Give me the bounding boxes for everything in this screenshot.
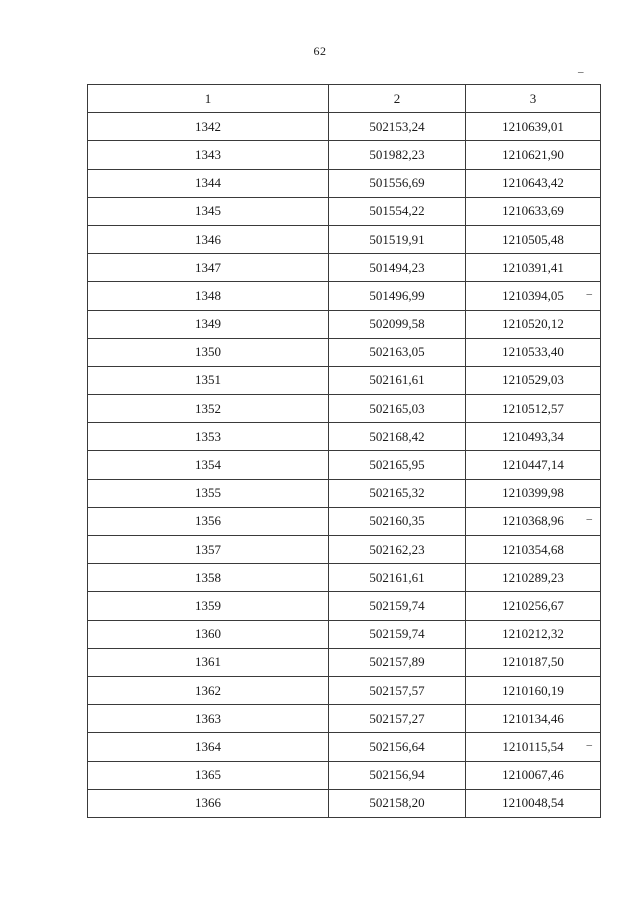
table-row [88,733,601,761]
margin-mark: – [586,738,592,751]
coordinates-table [87,84,601,818]
x-coordinate-cell: 501982,23 [329,141,466,169]
x-coordinate-cell: 502165,03 [329,395,466,423]
point-number-cell: 1353 [88,423,329,451]
x-coordinate-cell: 502157,27 [329,705,466,733]
y-coordinate-cell: 1210354,68 [466,536,601,564]
x-coordinate-cell: 501519,91 [329,225,466,253]
table-row [88,705,601,733]
x-coordinate-cell: 502157,57 [329,676,466,704]
point-number-cell: 1346 [88,225,329,253]
y-coordinate-cell: 1210212,32 [466,620,601,648]
x-coordinate-cell: 502162,23 [329,536,466,564]
table-row [88,620,601,648]
y-coordinate-cell: 1210134,46 [466,705,601,733]
table-row [88,197,601,225]
y-coordinate-cell: 1210115,54 [466,733,601,761]
x-coordinate-cell: 502165,95 [329,451,466,479]
y-coordinate-cell: 1210643,42 [466,169,601,197]
y-coordinate-cell: 1210391,41 [466,254,601,282]
y-coordinate-cell: 1210368,96 [466,507,601,535]
table-row [88,479,601,507]
table-row [88,310,601,338]
y-coordinate-cell: 1210394,05 [466,282,601,310]
table-row [88,225,601,253]
point-number-cell: 1361 [88,648,329,676]
table-row [88,789,601,817]
table-row [88,169,601,197]
margin-mark: – [586,287,592,300]
x-coordinate-cell: 502160,35 [329,507,466,535]
y-coordinate-cell: 1210520,12 [466,310,601,338]
point-number-cell: 1355 [88,479,329,507]
margin-mark: – [586,513,592,526]
point-number-cell: 1348 [88,282,329,310]
point-number-cell: 1344 [88,169,329,197]
table-row [88,282,601,310]
x-coordinate-cell: 502163,05 [329,338,466,366]
x-coordinate-cell: 502157,89 [329,648,466,676]
y-coordinate-cell: 1210633,69 [466,197,601,225]
point-number-cell: 1358 [88,564,329,592]
x-coordinate-cell: 502159,74 [329,592,466,620]
x-coordinate-cell: 501494,23 [329,254,466,282]
point-number-cell: 1364 [88,733,329,761]
table-row [88,395,601,423]
x-coordinate-cell: 502161,61 [329,366,466,394]
table-row [88,507,601,535]
point-number-cell: 1366 [88,789,329,817]
x-coordinate-cell: 502158,20 [329,789,466,817]
y-coordinate-cell: 1210529,03 [466,366,601,394]
point-number-cell: 1342 [88,113,329,141]
y-coordinate-cell: 1210067,46 [466,761,601,789]
column-header-2: 2 [329,85,466,113]
y-coordinate-cell: 1210160,19 [466,676,601,704]
y-coordinate-cell: 1210256,67 [466,592,601,620]
y-coordinate-cell: 1210493,34 [466,423,601,451]
table-row [88,536,601,564]
x-coordinate-cell: 502165,32 [329,479,466,507]
table-row [88,338,601,366]
table-row [88,113,601,141]
corner-mark: – [578,66,584,78]
x-coordinate-cell: 502159,74 [329,620,466,648]
point-number-cell: 1349 [88,310,329,338]
point-number-cell: 1354 [88,451,329,479]
point-number-cell: 1345 [88,197,329,225]
point-number-cell: 1359 [88,592,329,620]
x-coordinate-cell: 501496,99 [329,282,466,310]
point-number-cell: 1352 [88,395,329,423]
y-coordinate-cell: 1210505,48 [466,225,601,253]
y-coordinate-cell: 1210289,23 [466,564,601,592]
point-number-cell: 1357 [88,536,329,564]
table-header-row [88,85,601,113]
point-number-cell: 1362 [88,676,329,704]
x-coordinate-cell: 502099,58 [329,310,466,338]
x-coordinate-cell: 502168,42 [329,423,466,451]
table-row [88,366,601,394]
table-row [88,761,601,789]
y-coordinate-cell: 1210512,57 [466,395,601,423]
x-coordinate-cell: 502156,94 [329,761,466,789]
table-row [88,676,601,704]
y-coordinate-cell: 1210639,01 [466,113,601,141]
point-number-cell: 1360 [88,620,329,648]
table-row [88,254,601,282]
x-coordinate-cell: 501554,22 [329,197,466,225]
table-body [88,113,601,818]
column-header-1: 1 [88,85,329,113]
point-number-cell: 1356 [88,507,329,535]
point-number-cell: 1363 [88,705,329,733]
x-coordinate-cell: 501556,69 [329,169,466,197]
point-number-cell: 1351 [88,366,329,394]
table-row [88,648,601,676]
page-number: 62 [313,44,327,58]
x-coordinate-cell: 502161,61 [329,564,466,592]
x-coordinate-cell: 502156,64 [329,733,466,761]
y-coordinate-cell: 1210048,54 [466,789,601,817]
y-coordinate-cell: 1210621,90 [466,141,601,169]
table-row [88,564,601,592]
table-row [88,141,601,169]
y-coordinate-cell: 1210399,98 [466,479,601,507]
x-coordinate-cell: 502153,24 [329,113,466,141]
point-number-cell: 1343 [88,141,329,169]
point-number-cell: 1365 [88,761,329,789]
table-row [88,423,601,451]
table-row [88,451,601,479]
y-coordinate-cell: 1210187,50 [466,648,601,676]
table-row [88,592,601,620]
point-number-cell: 1347 [88,254,329,282]
y-coordinate-cell: 1210533,40 [466,338,601,366]
column-header-3: 3 [466,85,601,113]
point-number-cell: 1350 [88,338,329,366]
y-coordinate-cell: 1210447,14 [466,451,601,479]
